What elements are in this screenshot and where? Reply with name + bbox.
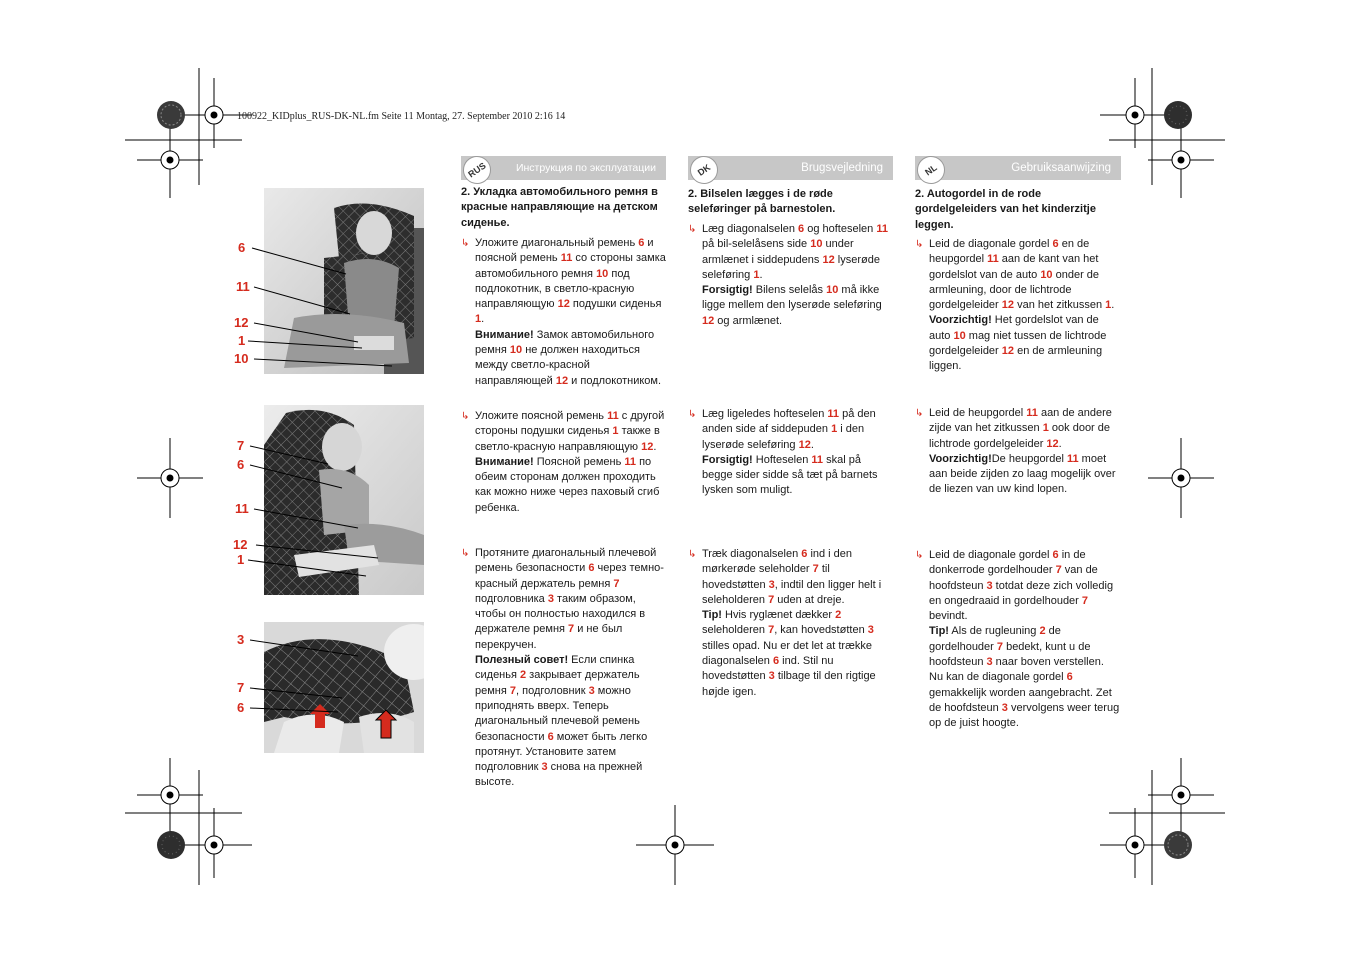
part-number: 6	[638, 237, 645, 249]
part-number: 12	[1046, 437, 1059, 450]
part-number: 10	[596, 267, 609, 280]
rus-title: Инструкция по эксплуатации	[515, 162, 656, 174]
warning-label: Полезный совет!	[475, 654, 569, 667]
part-number: 12	[1001, 299, 1015, 312]
part-number: 2	[1039, 625, 1046, 638]
part-number: 11	[827, 408, 840, 420]
step-text: Het gordelslot van de auto	[929, 314, 1099, 342]
step-text: Leid de heupgordel	[929, 407, 1027, 419]
warning-label: Tip!	[702, 609, 722, 622]
part-number: 10	[509, 344, 523, 357]
step-text: ook door de lichtrode gordelgeleider	[929, 422, 1111, 450]
step-text: .	[481, 313, 485, 326]
step-text: skal på begge sider sidde så tæt på barnets lysken som muligt.	[702, 453, 878, 497]
part-number: 7	[568, 623, 575, 636]
step-text: и подлокотником.	[568, 374, 662, 387]
part-number: 7	[768, 593, 775, 606]
step-text: Læg ligeledes hofteselen	[702, 408, 828, 420]
rus-step-3	[461, 546, 666, 791]
part-number: 6	[772, 655, 780, 668]
step-text: также в светло-красную направляющую	[475, 425, 660, 453]
part-number: 2	[520, 669, 527, 682]
part-number: 10	[953, 329, 966, 342]
step-text: lyserøde seleføring	[702, 253, 880, 281]
step-text: moet aan beide zijden zo laag mogelijk over de liezen van uw kind lopen.	[929, 452, 1116, 496]
step-text: gemakkelijk worden aangebracht. Zet de hoofdsteun	[929, 686, 1112, 714]
step-text: stilles opad. Nu er det let at trække diagonalselen	[702, 639, 872, 668]
callout-7: 7	[237, 680, 245, 695]
step-arrow-icon: ↳	[688, 549, 697, 560]
step-text: .	[653, 440, 657, 453]
part-number: 7	[812, 563, 819, 576]
step-text: подголовника	[475, 592, 548, 605]
nl-title: Gebruiksaanwijzing	[1011, 162, 1111, 174]
step-text: .	[759, 268, 763, 281]
step-arrow-icon: ↳	[915, 550, 924, 561]
step-text: seleholderen	[702, 624, 769, 637]
step-arrow-icon: ↳	[915, 408, 924, 419]
part-number: 11	[624, 455, 637, 468]
step-text: со стороны замка автомобильного ремня	[475, 252, 666, 280]
callout-10: 10	[234, 351, 249, 366]
step-text: таким образом, чтобы он полностью находился в держателе ремня	[475, 592, 646, 636]
step-arrow-icon: ↳	[461, 411, 470, 422]
part-number: 3	[547, 592, 554, 605]
nl-heading: 2. Autogordel in de rode gordelgeleiders van het kinderzitje leggen.	[915, 188, 1096, 231]
step-text: и поясной ремень	[475, 237, 654, 265]
nl-badge: NL	[912, 151, 951, 190]
part-number: 6	[547, 730, 554, 743]
part-number: 12	[702, 314, 715, 327]
callout-1: 1	[238, 333, 246, 348]
part-number: 2	[835, 609, 842, 622]
callout-3: 3	[237, 632, 245, 647]
part-number: 3	[1001, 701, 1008, 714]
part-number: 7	[1055, 564, 1062, 577]
rus-step-2	[461, 409, 666, 516]
step-text: Leid de diagonale gordel	[929, 238, 1053, 250]
part-number: 3	[768, 670, 775, 683]
part-number: 7	[1081, 594, 1089, 607]
part-number: 3	[986, 579, 993, 592]
dk-step-1	[688, 222, 893, 329]
step-text: og hofteselen	[804, 223, 877, 235]
warning-label: Voorzichtig!	[929, 314, 992, 327]
step-text: Уложите диагональный ремень	[475, 237, 639, 249]
step-text: naar boven verstellen. Nu kan de diagonale gordel	[929, 656, 1104, 684]
part-number: 11	[876, 223, 888, 235]
step-text: .	[1111, 299, 1115, 312]
step-text: under armlænet i siddepudens	[702, 238, 854, 266]
step-text: på den anden side af siddepuden	[702, 408, 876, 436]
warning-label: Forsigtig!	[702, 453, 753, 466]
nl-step-1	[915, 237, 1121, 375]
step-text: i den lyserøde seleføring	[702, 423, 865, 451]
rus-header-bar	[461, 156, 666, 180]
part-number: 6	[798, 223, 805, 235]
callout-11: 11	[236, 279, 250, 294]
step-text: de gordelhouder	[929, 625, 1061, 653]
step-text: aan de kant van het gordelslot van de auto	[929, 253, 1099, 281]
warning-label: Внимание!	[475, 455, 534, 468]
step-text: in de donkerrode gordelhouder	[929, 549, 1086, 577]
part-number: 6	[1052, 238, 1059, 250]
step-text: Leid de diagonale gordel	[929, 549, 1053, 561]
nl-step-3	[915, 548, 1121, 732]
rus-column	[461, 185, 666, 789]
step-text: .	[1058, 437, 1062, 450]
callout-1: 1	[237, 552, 245, 567]
step-text: totdat deze zich volledig en ongedraaid in gordelhouder	[929, 579, 1114, 607]
part-number: 1	[831, 423, 838, 436]
step-text: , kan hovedstøtten	[774, 624, 868, 637]
part-number: 11	[560, 252, 573, 265]
step-text: onder de armleuning, door de lichtrode gordelgeleider	[929, 268, 1100, 312]
warning-label: Forsigtig!	[702, 284, 753, 297]
step-text: uden at dreje.	[774, 593, 845, 606]
callout-6: 6	[237, 457, 245, 472]
dk-header-bar	[688, 156, 893, 180]
step-arrow-icon: ↳	[688, 224, 697, 235]
part-number: 7	[509, 684, 517, 697]
part-number: 11	[607, 410, 619, 422]
part-number: 10	[810, 238, 823, 251]
callout-lines	[230, 436, 430, 586]
part-number: 6	[1066, 671, 1073, 684]
step-text: og armlænet.	[714, 314, 783, 327]
part-number: 1	[1105, 299, 1112, 312]
dk-title: Brugsvejledning	[801, 162, 883, 174]
dk-badge: DK	[685, 151, 724, 190]
step-text: aan de andere zijde van het zitkussen	[929, 407, 1112, 435]
step-arrow-icon: ↳	[915, 239, 924, 250]
rus-badge: RUS	[458, 151, 497, 190]
nl-header-bar	[915, 156, 1121, 180]
step-arrow-icon: ↳	[688, 409, 697, 420]
step-text: Замок автомобильного ремня	[475, 328, 655, 357]
step-text: с другой стороны подушки сиденья	[475, 410, 665, 438]
nl-step-2	[915, 406, 1121, 498]
step-text: можно приподнять вверх. Теперь диагональный плечевой ремень безопасности	[475, 684, 640, 743]
callout-12: 12	[233, 537, 248, 552]
step-text: может быть легко протянут. Установите затем подголовник	[475, 730, 648, 774]
step-text: , indtil den ligger helt i seleholderen	[702, 578, 882, 606]
figure-2-callouts	[230, 436, 430, 586]
part-number: 12	[1001, 345, 1015, 358]
part-number: 1	[475, 313, 482, 326]
part-number: 7	[768, 624, 775, 637]
step-text: через темно-красный держатель ремня	[475, 562, 664, 590]
part-number: 1	[1042, 422, 1049, 435]
part-number: 1	[753, 268, 760, 281]
part-number: 3	[768, 578, 775, 591]
dk-step-3	[688, 547, 893, 700]
file-header: 100922_KIDplus_RUS-DK-NL.fm Seite 11 Montag, 27. September 2010 2:16 14	[237, 111, 566, 122]
part-number: 3	[541, 761, 548, 774]
step-text: mag niet tussen de lichtrode gordelgeleider	[929, 329, 1107, 358]
part-number: 11	[1066, 452, 1079, 465]
step-text: подушки сиденья	[569, 298, 662, 311]
callout-6: 6	[238, 240, 246, 255]
rus-heading: 2. Укладка автомобильного ремня в красные направляющие на детском сиденье.	[461, 186, 658, 229]
step-text: De heupgordel	[991, 452, 1067, 465]
callout-7: 7	[237, 438, 245, 453]
step-text: Træk diagonalselen	[702, 548, 802, 560]
warning-label: Tip!	[929, 625, 949, 638]
callout-12: 12	[234, 315, 249, 330]
step-text: Протяните диагональный плечевой ремень безопасности	[475, 547, 657, 575]
dk-step-2	[688, 407, 893, 499]
step-text: Hofteselen	[752, 453, 812, 466]
part-number: 11	[1026, 407, 1038, 419]
part-number: 3	[867, 624, 874, 637]
step-text: снова на прежней высоте.	[475, 761, 643, 789]
step-text: ind i den mørkerøde seleholder	[702, 548, 853, 576]
step-text: и не был перекручен.	[475, 623, 623, 651]
figure-3-callouts	[230, 632, 430, 722]
step-text: Если спинка сиденья	[475, 654, 635, 682]
step-text: van de hoofdsteun	[929, 564, 1098, 592]
step-text: vervolgens weer terug op de juist hoogte.	[929, 701, 1120, 730]
callout-lines	[230, 238, 430, 378]
part-number: 12	[557, 298, 570, 311]
dk-heading: 2. Bilselen lægges i de røde seleføringer på barnestolen.	[688, 188, 836, 216]
step-text: van het zitkussen	[1014, 299, 1106, 312]
rus-step-1	[461, 236, 666, 389]
step-text: Уложите поясной ремень	[475, 410, 608, 422]
part-number: 10	[826, 284, 839, 297]
part-number: 12	[798, 438, 811, 451]
dk-column	[688, 187, 893, 698]
step-text: Als de rugleuning	[948, 625, 1040, 638]
step-text: по обеим сторонам должен проходить как можно ниже через паховый сгиб ребенка.	[475, 455, 660, 514]
part-number: 12	[555, 374, 569, 387]
step-text: Bilens selelås	[752, 284, 827, 297]
step-arrow-icon: ↳	[461, 238, 470, 249]
warning-label: Voorzichtig!	[929, 452, 992, 465]
step-text: en de heupgordel	[929, 238, 1090, 266]
callout-6: 6	[237, 700, 245, 715]
step-text: под подлокотник, в светло-красную направляющую	[475, 267, 635, 311]
step-text: bevindt.	[929, 610, 968, 623]
step-text: закрывает держатель ремня	[475, 669, 640, 697]
step-text: en de armleuning liggen.	[929, 345, 1103, 373]
step-text: , подголовник	[516, 684, 589, 697]
callout-lines	[230, 632, 430, 722]
figure-1-callouts	[230, 238, 430, 378]
step-text: ind. Stil nu hovedstøtten	[702, 655, 834, 683]
step-text: tilbage til den rigtige højde igen.	[702, 670, 876, 698]
part-number: 3	[588, 684, 595, 697]
part-number: 11	[811, 453, 824, 466]
step-text: .	[810, 438, 814, 451]
step-text: må ikke ligge mellem den lyserøde seleføring	[702, 284, 882, 312]
part-number: 3	[986, 656, 993, 669]
part-number: 6	[588, 562, 595, 575]
step-text: på bil-selelåsens side	[702, 238, 811, 251]
step-text: bedekt, kunt u de hoofdsteun	[929, 640, 1091, 669]
part-number: 12	[822, 253, 835, 266]
part-number: 6	[1052, 549, 1059, 561]
part-number: 7	[996, 640, 1004, 653]
step-arrow-icon: ↳	[461, 548, 470, 559]
step-text: Поясной ремень	[533, 455, 625, 468]
part-number: 1	[612, 425, 619, 438]
nl-column	[915, 187, 1121, 730]
callout-11: 11	[235, 501, 249, 516]
step-text: не должен находиться между светло-красной направляющей	[475, 344, 640, 387]
part-number: 6	[801, 548, 808, 560]
step-text: Hvis ryglænet dækker	[721, 609, 836, 622]
part-number: 10	[1040, 268, 1053, 281]
warning-label: Внимание!	[475, 328, 534, 341]
part-number: 11	[987, 253, 999, 266]
step-text: Læg diagonalselen	[702, 223, 799, 235]
part-number: 7	[613, 577, 620, 590]
step-text: til hovedstøtten	[702, 563, 830, 591]
part-number: 12	[641, 440, 654, 453]
